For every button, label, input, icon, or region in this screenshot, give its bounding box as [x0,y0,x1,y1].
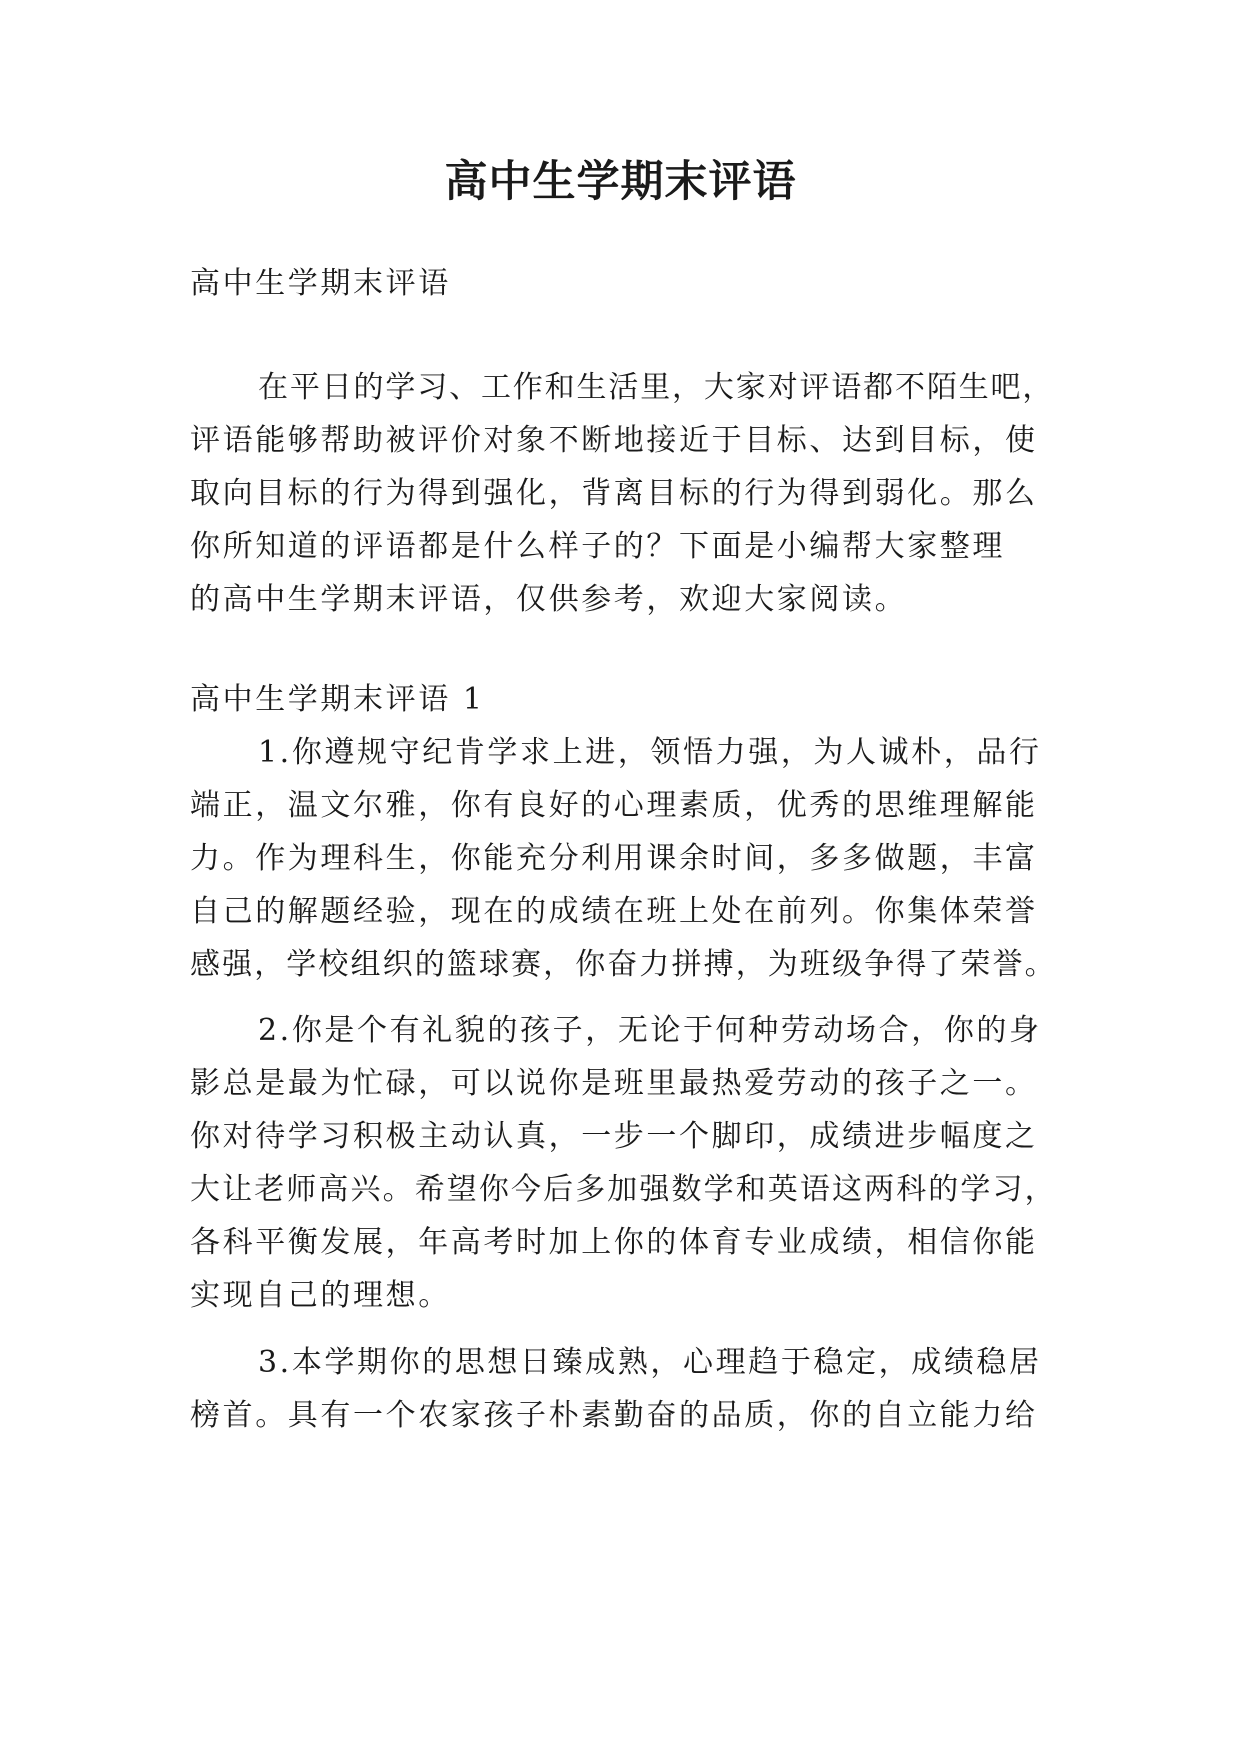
item-line: 3.本学期你的思想日臻成熟，心理趋于稳定，成绩稳居 [258,1345,1042,1380]
item-line: 榜首。具有一个农家孩子朴素勤奋的品质，你的自立能力给 [190,1398,1038,1433]
item-line: 你对待学习积极主动认真，一步一个脚印，成绩进步幅度之 [190,1119,1038,1154]
section-heading: 高中生学期末评语 1 [190,682,485,717]
document-subtitle: 高中生学期末评语 [190,266,451,301]
item-line: 力。作为理科生，你能充分利用课余时间，多多做题，丰富 [190,841,1038,876]
item-line: 1.你遵规守纪肯学求上进，领悟力强，为人诚朴，品行 [258,735,1042,770]
intro-line: 评语能够帮助被评价对象不断地接近于目标、达到目标，使 [190,423,1038,458]
item-line: 感强，学校组织的篮球赛，你奋力拼搏，为班级争得了荣誉。 [190,947,1057,982]
item-line: 2.你是个有礼貌的孩子，无论于何种劳动场合，你的身 [258,1013,1042,1048]
item-line: 影总是最为忙碌，可以说你是班里最热爱劳动的孩子之一。 [190,1066,1038,1101]
item-line: 各科平衡发展，年高考时加上你的体育专业成绩，相信你能 [190,1225,1038,1260]
intro-line: 在平日的学习、工作和生活里，大家对评语都不陌生吧， [258,370,1055,405]
intro-line: 取向目标的行为得到强化，背离目标的行为得到弱化。那么 [190,476,1038,511]
intro-line: 的高中生学期末评语，仅供参考，欢迎大家阅读。 [190,582,908,617]
item-line: 实现自己的理想。 [190,1278,451,1313]
item-line: 端正，温文尔雅，你有良好的心理素质，优秀的思维理解能 [190,788,1038,823]
item-line: 大让老师高兴。希望你今后多加强数学和英语这两科的学习， [190,1172,1057,1207]
item-line: 自己的解题经验，现在的成绩在班上处在前列。你集体荣誉 [190,894,1038,929]
document-title: 高中生学期末评语 [444,157,797,207]
intro-line: 你所知道的评语都是什么样子的？下面是小编帮大家整理 [190,529,1005,564]
